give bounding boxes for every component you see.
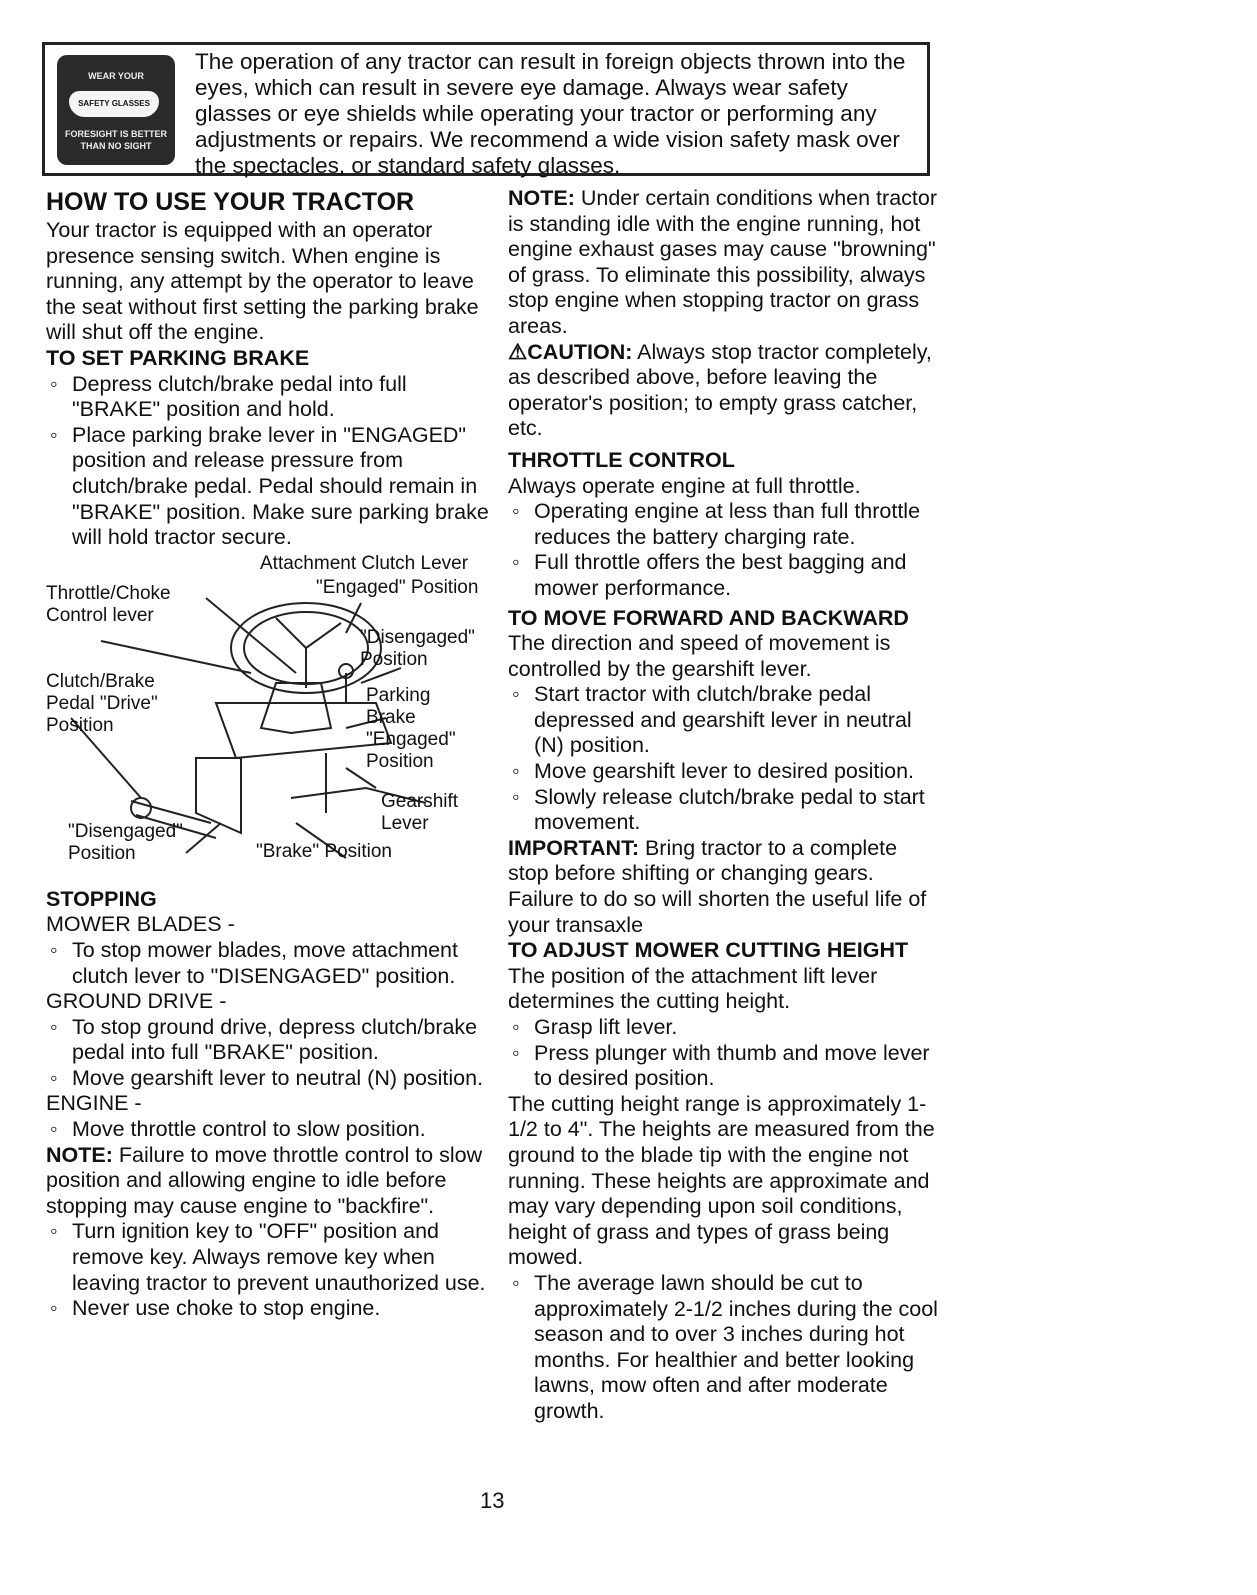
section-title: HOW TO USE YOUR TRACTOR — [46, 188, 415, 216]
important-paragraph — [508, 836, 940, 938]
right-column — [508, 186, 940, 1425]
diagram-label: Position — [360, 648, 428, 670]
important-label: IMPORTANT: — [508, 835, 639, 860]
diagram-label: "Brake" Position — [256, 840, 392, 862]
list-item: ◦ Depress clutch/brake pedal into full "BRAKE" position and hold. — [46, 372, 494, 423]
diagram-label: Brake — [366, 706, 416, 728]
list-item: ◦ Start tractor with clutch/brake pedal depressed and gearshift lever in neutral (N) position. — [508, 682, 940, 759]
warning-triangle-icon: ⚠ — [508, 339, 528, 364]
list-item: ◦ To stop mower blades, move attachment clutch lever to "DISENGAGED" position. — [46, 938, 494, 989]
list-item: ◦ The average lawn should be cut to approximately 2-1/2 inches during the cool season and to over 3 inches during hot months. For healthier and better looking lawns, mow often and after moderate growth. — [508, 1271, 940, 1425]
diagram-label: Position — [68, 842, 136, 864]
list-item: ◦ Move gearshift lever to neutral (N) position. — [46, 1066, 494, 1092]
note-paragraph — [508, 186, 940, 340]
note-label: NOTE: — [46, 1142, 113, 1167]
list-item: ◦ Press plunger with thumb and move lever to desired position. — [508, 1041, 940, 1092]
diagram-label: "Engaged" — [366, 728, 456, 750]
paragraph: The position of the attachment lift lever determines the cutting height. — [508, 963, 878, 1014]
note-paragraph — [46, 1143, 494, 1220]
list-item: ◦ Move throttle control to slow position. — [46, 1117, 494, 1143]
list-item: ◦ To stop ground drive, depress clutch/brake pedal into full "BRAKE" position. — [46, 1015, 494, 1066]
stopping-heading: STOPPING — [46, 886, 157, 911]
note-label: NOTE: — [508, 186, 575, 210]
throttle-heading: THROTTLE CONTROL — [508, 447, 735, 472]
note-text: Under certain conditions when tractor is standing idle with the engine running, hot engine exhaust gases may cause "browning" of grass. To eliminate this possibility, always stop engine when stopping tractor on grass areas. — [508, 186, 937, 338]
badge-line: WEAR YOUR — [88, 71, 144, 81]
diagram-label: Throttle/Choke — [46, 582, 171, 604]
caution-text: Always stop tractor completely, as described above, before leaving the operator's position; to empty grass catcher, etc. — [508, 339, 932, 441]
diagram-label: Clutch/Brake — [46, 670, 155, 692]
note-text: Failure to move throttle control to slow position and allowing engine to idle before stopping may cause engine to "backfire". — [46, 1142, 483, 1218]
diagram-label: Pedal "Drive" — [46, 692, 158, 714]
badge-line: THAN NO SIGHT — [80, 141, 152, 151]
diagram-label: Position — [366, 750, 434, 772]
important-text: Bring tractor to a complete stop before shifting or changing gears. Failure to do so will shorten the useful life of your transaxle — [508, 835, 927, 937]
warning-text: The operation of any tractor can result in foreign objects thrown into the eyes, which can result in severe eye damage. Always wear safety glasses or eye shields while operating your tractor or performing any adjustments or repairs. We recommend a wide vision safety mask over the spectacles, or standard safety glasses. — [195, 49, 906, 178]
subheading: ENGINE - — [46, 1091, 142, 1116]
caution-paragraph — [508, 340, 940, 442]
cutting-height-heading: TO ADJUST MOWER CUTTING HEIGHT — [508, 938, 909, 963]
list-item: ◦ Move gearshift lever to desired position. — [508, 759, 940, 785]
list-item: ◦ Place parking brake lever in "ENGAGED" position and release pressure from clutch/brake pedal. Pedal should remain in "BRAKE" position. Make sure parking brake will hold tractor secure. — [46, 423, 494, 551]
diagram-label: Position — [46, 714, 114, 736]
move-heading: TO MOVE FORWARD AND BACKWARD — [508, 605, 909, 630]
badge-line: SAFETY GLASSES — [69, 91, 159, 117]
diagram-label: "Disengaged" — [68, 820, 183, 842]
subheading: MOWER BLADES - — [46, 912, 235, 937]
diagram-label: Lever — [381, 812, 429, 834]
diagram-label: Attachment Clutch Lever — [260, 552, 469, 574]
subheading: GROUND DRIVE - — [46, 989, 227, 1014]
list-item: ◦ Slowly release clutch/brake pedal to start movement. — [508, 785, 940, 836]
diagram-label: "Engaged" Position — [316, 576, 479, 598]
paragraph: The direction and speed of movement is controlled by the gearshift lever. — [508, 631, 891, 681]
parking-brake-heading: TO SET PARKING BRAKE — [46, 345, 310, 370]
tractor-controls-diagram — [46, 553, 501, 883]
list-item: ◦ Full throttle offers the best bagging and mower performance. — [508, 550, 940, 601]
page-number: 13 — [480, 1488, 505, 1513]
safety-warning-box — [42, 42, 930, 176]
list-item: ◦ Grasp lift lever. — [508, 1015, 940, 1041]
diagram-label: Parking — [366, 684, 431, 706]
diagram-label: Control lever — [46, 604, 154, 626]
safety-glasses-icon — [57, 55, 175, 165]
list-item: ◦ Operating engine at less than full throttle reduces the battery charging rate. — [508, 499, 940, 550]
badge-line: FORESIGHT IS BETTER — [64, 129, 167, 139]
intro-paragraph: Your tractor is equipped with an operator presence sensing switch. When engine is running, any attempt by the operator to leave the seat without first setting the parking brake will shut off the engine. — [46, 218, 479, 345]
caution-label: CAUTION: — [527, 339, 633, 364]
paragraph: Always operate engine at full throttle. — [508, 473, 861, 498]
paragraph: The cutting height range is approximately 1-1/2 to 4". The heights are measured from the ground to the blade tip with the engine not running. These heights are approximate and may vary depending upon soil conditions, height of grass and types of grass being mowed. — [508, 1091, 935, 1270]
diagram-label: "Disengaged" — [360, 626, 475, 648]
list-item: ◦ Never use choke to stop engine. — [46, 1296, 494, 1322]
left-column — [46, 186, 494, 1322]
diagram-label: Gearshift — [381, 790, 459, 812]
list-item: ◦ Turn ignition key to "OFF" position and remove key. Always remove key when leaving tractor to prevent unauthorized use. — [46, 1219, 494, 1296]
